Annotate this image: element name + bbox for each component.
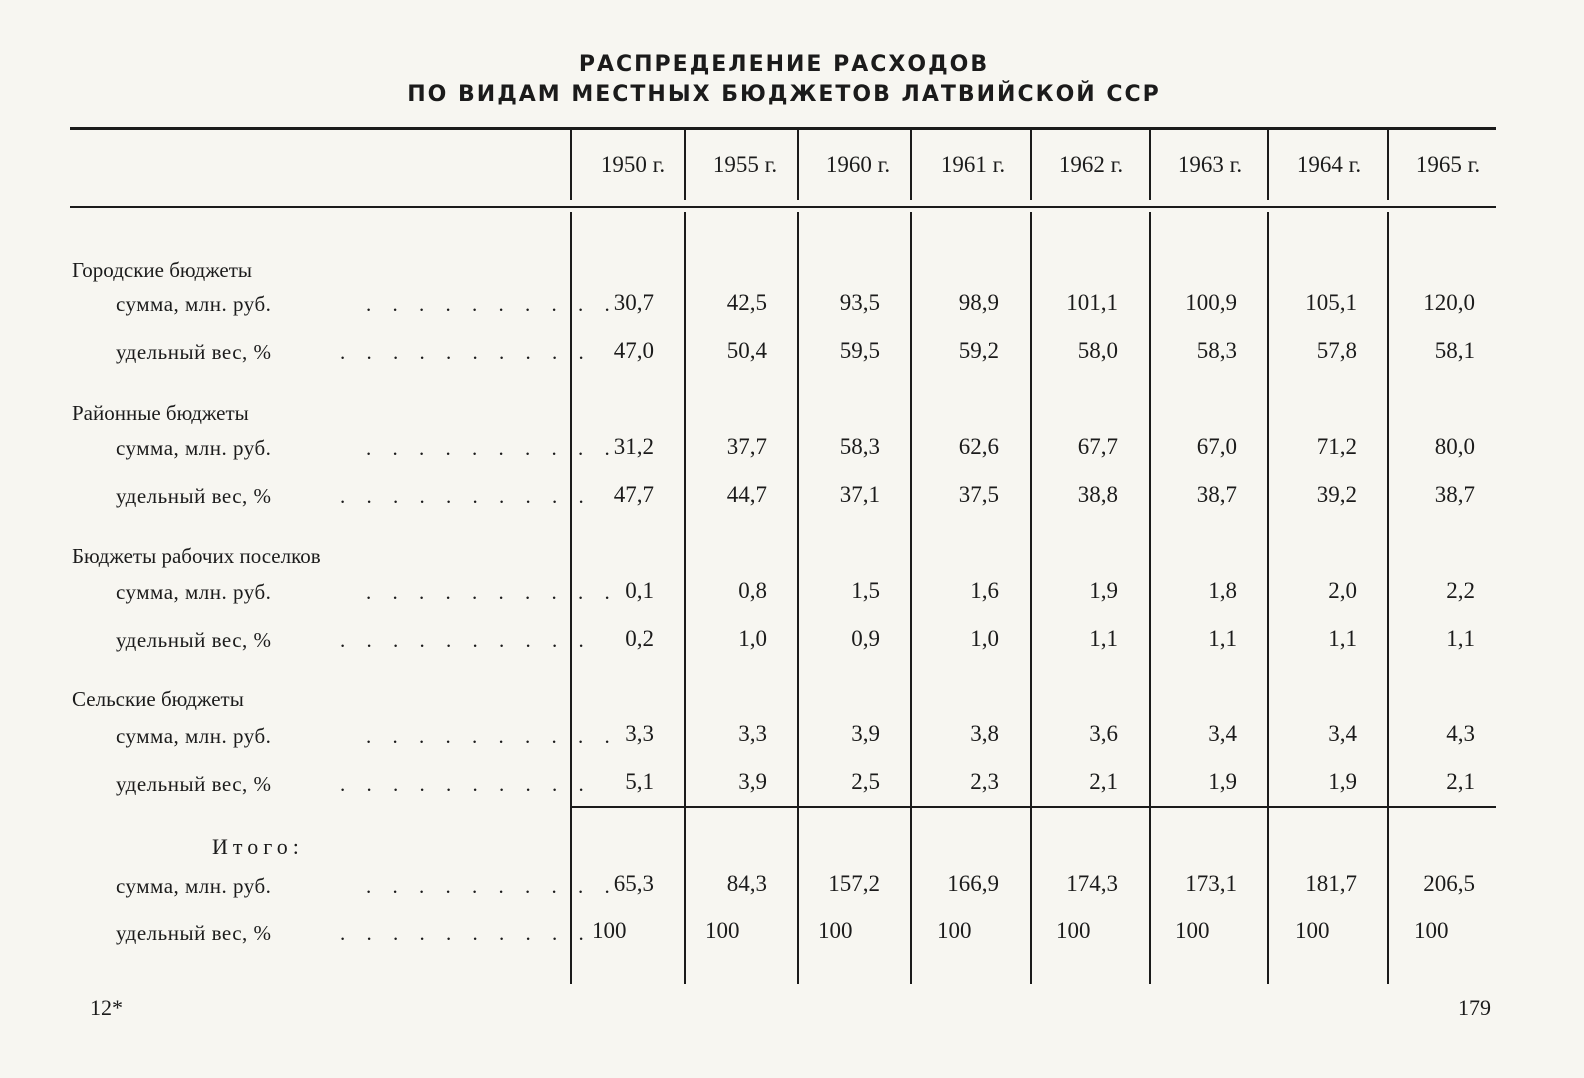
cell-city-sum: 93,5 xyxy=(839,290,880,315)
cell-district-share: 38,7 xyxy=(1196,482,1237,507)
group-label-workers-settlements: Бюджеты рабочих поселков xyxy=(72,544,321,568)
cell-city-share: 50,4 xyxy=(726,338,767,363)
column-divider xyxy=(570,130,572,200)
cell-city-share: 58,0 xyxy=(1077,338,1118,363)
leader-dots: . . . . . . . . . . xyxy=(366,436,618,460)
cell-city-share: 58,3 xyxy=(1196,338,1237,363)
leader-dots: . . . . . . . . . . xyxy=(340,628,592,652)
cell-district-share: 38,7 xyxy=(1434,482,1475,507)
cell-district-share: 44,7 xyxy=(726,482,767,507)
cell-total-sum: 181,7 xyxy=(1305,871,1357,896)
cell-district-sum: 62,6 xyxy=(958,434,999,459)
leader-dots: . . . . . . . . . . xyxy=(366,724,618,748)
cell-workers-share: 1,1 xyxy=(1328,626,1357,651)
leader-dots: . . . . . . . . . . xyxy=(366,580,618,604)
cell-workers-sum: 1,5 xyxy=(851,578,880,603)
leader-dots: . . . . . . . . . . xyxy=(340,484,592,508)
cell-rural-sum: 3,6 xyxy=(1089,721,1118,746)
cell-workers-sum: 2,2 xyxy=(1446,578,1475,603)
cell-total-share: 100 xyxy=(1295,918,1330,943)
year-header: 1950 г. xyxy=(600,152,666,177)
cell-workers-share: 1,1 xyxy=(1446,626,1475,651)
cell-rural-share: 3,9 xyxy=(738,769,767,794)
cell-city-share: 58,1 xyxy=(1434,338,1475,363)
cell-total-share: 100 xyxy=(818,918,853,943)
cell-district-sum: 67,7 xyxy=(1077,434,1118,459)
leader-dots: . . . . . . . . . . xyxy=(366,874,618,898)
cell-rural-sum: 3,4 xyxy=(1328,721,1357,746)
cell-workers-sum: 0,8 xyxy=(738,578,767,603)
cell-district-share: 47,7 xyxy=(613,482,654,507)
cell-total-share: 100 xyxy=(705,918,740,943)
group-label-district: Районные бюджеты xyxy=(72,401,249,425)
year-header: 1961 г. xyxy=(940,152,1006,177)
cell-total-share: 100 xyxy=(1175,918,1210,943)
cell-district-sum: 37,7 xyxy=(726,434,767,459)
column-divider xyxy=(1267,130,1269,200)
cell-city-share: 59,2 xyxy=(958,338,999,363)
cell-district-sum: 31,2 xyxy=(613,434,654,459)
row-label-sum: сумма, млн. руб. xyxy=(116,580,272,604)
leader-dots: . . . . . . . . . . xyxy=(340,772,592,796)
cell-city-sum: 101,1 xyxy=(1066,290,1118,315)
year-header: 1964 г. xyxy=(1296,152,1362,177)
cell-rural-share: 1,9 xyxy=(1328,769,1357,794)
cell-workers-share: 1,0 xyxy=(970,626,999,651)
cell-rural-sum: 4,3 xyxy=(1446,721,1475,746)
cell-rural-sum: 3,8 xyxy=(970,721,999,746)
year-header: 1955 г. xyxy=(712,152,778,177)
cell-rural-share: 2,5 xyxy=(851,769,880,794)
cell-total-sum: 174,3 xyxy=(1066,871,1118,896)
cell-workers-share: 1,1 xyxy=(1089,626,1118,651)
cell-workers-share: 0,9 xyxy=(851,626,880,651)
cell-rural-share: 2,1 xyxy=(1089,769,1118,794)
year-header: 1963 г. xyxy=(1177,152,1243,177)
row-label-share: удельный вес, % xyxy=(116,628,272,652)
cell-workers-sum: 1,6 xyxy=(970,578,999,603)
cell-district-sum: 58,3 xyxy=(839,434,880,459)
year-header: 1960 г. xyxy=(825,152,891,177)
row-label-sum: сумма, млн. руб. xyxy=(116,436,272,460)
cell-city-share: 59,5 xyxy=(839,338,880,363)
header-bottom-rule xyxy=(70,206,1496,208)
cell-city-sum: 120,0 xyxy=(1423,290,1475,315)
cell-total-sum: 65,3 xyxy=(613,871,654,896)
cell-workers-sum: 1,8 xyxy=(1208,578,1237,603)
cell-rural-sum: 3,4 xyxy=(1208,721,1237,746)
row-label-share: удельный вес, % xyxy=(116,921,272,945)
column-divider xyxy=(1387,130,1389,200)
cell-city-share: 57,8 xyxy=(1316,338,1357,363)
row-label-sum: сумма, млн. руб. xyxy=(116,292,272,316)
cell-workers-share: 0,2 xyxy=(625,626,654,651)
cell-workers-sum: 0,1 xyxy=(625,578,654,603)
cell-rural-share: 2,1 xyxy=(1446,769,1475,794)
cell-district-sum: 80,0 xyxy=(1434,434,1475,459)
leader-dots: . . . . . . . . . . xyxy=(340,340,592,364)
cell-total-share: 100 xyxy=(1056,918,1091,943)
row-label-sum: сумма, млн. руб. xyxy=(116,724,272,748)
cell-district-sum: 67,0 xyxy=(1196,434,1237,459)
cell-workers-sum: 2,0 xyxy=(1328,578,1357,603)
row-label-share: удельный вес, % xyxy=(116,340,272,364)
cell-total-share: 100 xyxy=(1414,918,1449,943)
cell-district-share: 38,8 xyxy=(1077,482,1118,507)
page-number: 179 xyxy=(1458,995,1491,1020)
cell-rural-sum: 3,9 xyxy=(851,721,880,746)
column-divider xyxy=(1030,130,1032,200)
total-label: Итого: xyxy=(212,834,304,859)
year-header: 1962 г. xyxy=(1058,152,1124,177)
cell-city-sum: 42,5 xyxy=(726,290,767,315)
cell-city-sum: 100,9 xyxy=(1185,290,1237,315)
cell-total-sum: 173,1 xyxy=(1185,871,1237,896)
cell-total-sum: 157,2 xyxy=(828,871,880,896)
cell-rural-sum: 3,3 xyxy=(625,721,654,746)
cell-rural-share: 2,3 xyxy=(970,769,999,794)
column-divider xyxy=(1149,130,1151,200)
signature-mark: 12* xyxy=(90,995,123,1020)
cell-city-sum: 98,9 xyxy=(958,290,999,315)
top-rule xyxy=(70,127,1496,130)
cell-workers-share: 1,1 xyxy=(1208,626,1237,651)
group-label-city: Городские бюджеты xyxy=(72,258,253,282)
total-separator-rule xyxy=(570,806,1496,808)
leader-dots: . . . . . . . . . . xyxy=(366,292,618,316)
cell-total-share: 100 xyxy=(592,918,627,943)
cell-total-sum: 84,3 xyxy=(726,871,767,896)
cell-city-sum: 30,7 xyxy=(613,290,654,315)
cell-district-sum: 71,2 xyxy=(1316,434,1357,459)
row-label-sum: сумма, млн. руб. xyxy=(116,874,272,898)
cell-total-sum: 166,9 xyxy=(947,871,999,896)
cell-rural-share: 5,1 xyxy=(625,769,654,794)
leader-dots: . . . . . . . . . . xyxy=(340,921,592,945)
cell-city-share: 47,0 xyxy=(613,338,654,363)
cell-city-sum: 105,1 xyxy=(1305,290,1357,315)
table-title-line-1: РАСПРЕДЕЛЕНИЕ РАСХОДОВ xyxy=(578,52,990,77)
cell-district-share: 39,2 xyxy=(1316,482,1357,507)
table-title-line-2: ПО ВИДАМ МЕСТНЫХ БЮДЖЕТОВ ЛАТВИЙСКОЙ ССР xyxy=(407,82,1161,107)
cell-district-share: 37,1 xyxy=(839,482,880,507)
row-label-share: удельный вес, % xyxy=(116,484,272,508)
cell-rural-share: 1,9 xyxy=(1208,769,1237,794)
cell-district-share: 37,5 xyxy=(958,482,999,507)
cell-total-share: 100 xyxy=(937,918,972,943)
cell-rural-sum: 3,3 xyxy=(738,721,767,746)
group-label-rural: Сельские бюджеты xyxy=(72,687,244,711)
year-header: 1965 г. xyxy=(1415,152,1481,177)
cell-workers-sum: 1,9 xyxy=(1089,578,1118,603)
cell-total-sum: 206,5 xyxy=(1423,871,1475,896)
cell-workers-share: 1,0 xyxy=(738,626,767,651)
row-label-share: удельный вес, % xyxy=(116,772,272,796)
